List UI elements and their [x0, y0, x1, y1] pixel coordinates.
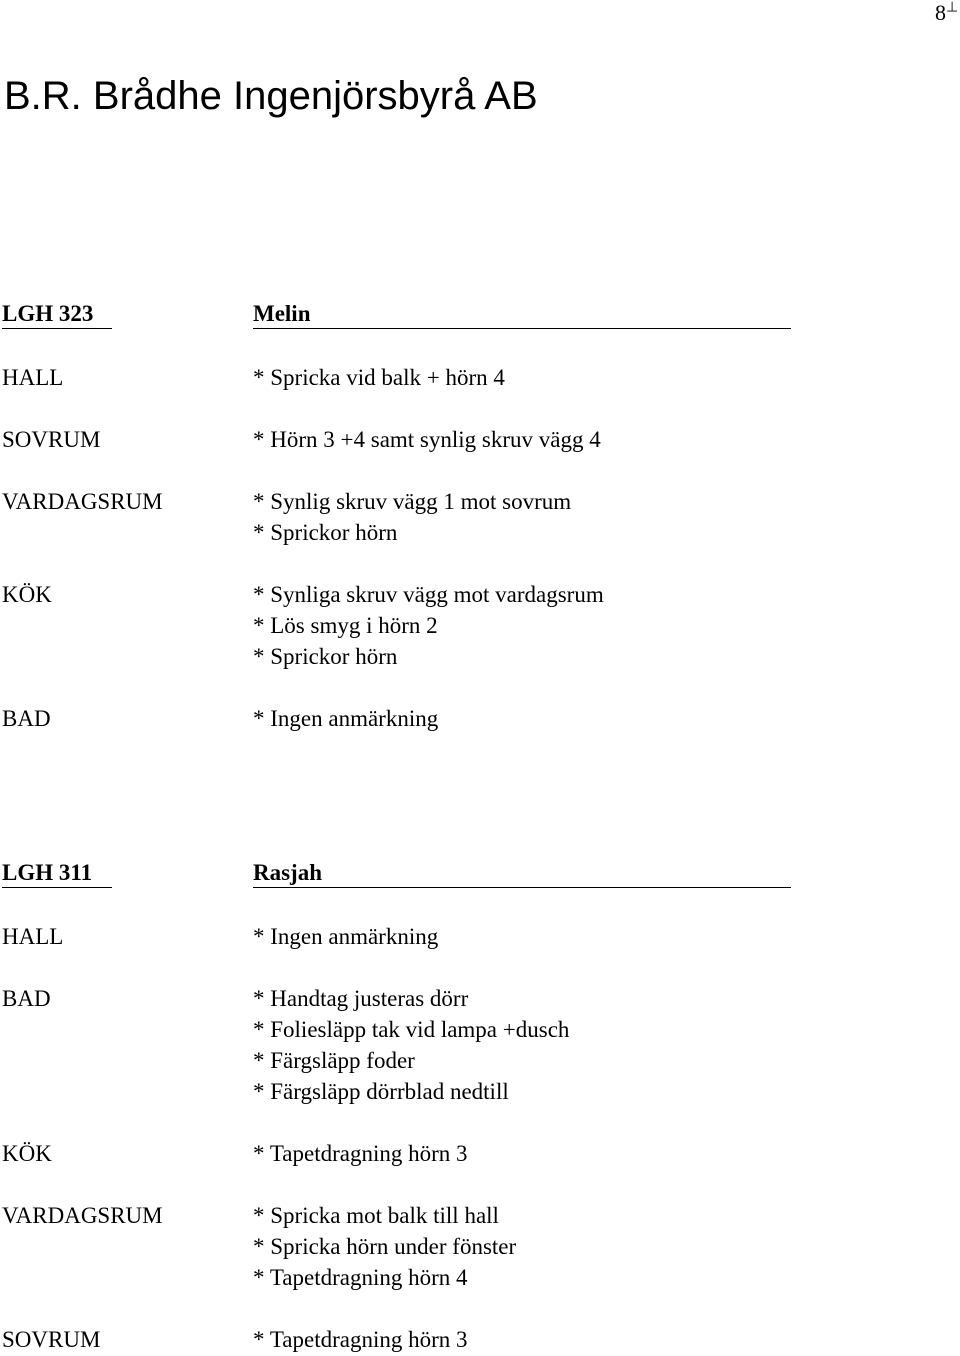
room-notes	[253, 1200, 853, 1293]
room-row	[0, 983, 960, 1107]
room-name: HALL	[2, 365, 64, 390]
room-name: SOVRUM	[2, 427, 101, 452]
page-number-value: 8	[935, 0, 946, 25]
room-notes	[253, 424, 853, 455]
room-name: KÖK	[2, 582, 52, 607]
room-note: * Ingen anmärkning	[253, 706, 439, 731]
room-name: HALL	[2, 924, 64, 949]
page-number	[935, 0, 958, 26]
section-header	[0, 859, 960, 890]
tenant-name: Rasjah	[253, 859, 791, 888]
room-note: * Hörn 3 +4 samt synlig skruv vägg 4	[253, 427, 601, 452]
room-note: * Sprickor hörn	[253, 644, 398, 669]
room-row	[0, 424, 960, 455]
room-row	[0, 921, 960, 952]
room-note: * Foliesläpp tak vid lampa +dusch	[253, 1017, 570, 1042]
room-row	[0, 486, 960, 548]
room-name: VARDAGSRUM	[2, 489, 163, 514]
room-row	[0, 703, 960, 734]
room-row	[0, 362, 960, 393]
room-notes	[253, 983, 853, 1107]
room-name: BAD	[2, 706, 51, 731]
room-notes	[253, 1138, 853, 1169]
section-header	[0, 300, 960, 331]
room-note: * Färgsläpp dörrblad nedtill	[253, 1079, 509, 1104]
room-note: * Spricka vid balk + hörn 4	[253, 365, 505, 390]
room-name: SOVRUM	[2, 1327, 101, 1352]
room-note: * Färgsläpp foder	[253, 1048, 415, 1073]
room-note: * Tapetdragning hörn 4	[253, 1265, 468, 1290]
tenant-name: Melin	[253, 300, 791, 329]
room-notes	[253, 703, 853, 734]
apartment-section	[0, 300, 960, 734]
room-note: * Tapetdragning hörn 3	[253, 1141, 468, 1166]
room-note: * Tapetdragning hörn 3	[253, 1327, 468, 1352]
room-note: * Synliga skruv vägg mot vardagsrum	[253, 582, 604, 607]
room-notes	[253, 1324, 853, 1355]
room-name: KÖK	[2, 1141, 52, 1166]
room-notes	[253, 362, 853, 393]
room-row	[0, 1138, 960, 1169]
room-row	[0, 1324, 960, 1355]
room-notes	[253, 579, 853, 672]
room-name: BAD	[2, 986, 51, 1011]
company-name: B.R. Brådhe Ingenjörsbyrå AB	[4, 74, 538, 118]
page-number-mark: ⊥	[946, 0, 959, 16]
room-notes	[253, 921, 853, 952]
room-note: * Lös smyg i hörn 2	[253, 613, 438, 638]
apartment-number: LGH 323	[2, 300, 112, 329]
apartment-number: LGH 311	[2, 859, 112, 888]
room-row	[0, 1200, 960, 1293]
room-note: * Spricka hörn under fönster	[253, 1234, 517, 1259]
room-note: * Spricka mot balk till hall	[253, 1203, 499, 1228]
room-name: VARDAGSRUM	[2, 1203, 163, 1228]
room-note: * Ingen anmärkning	[253, 924, 439, 949]
room-notes	[253, 486, 853, 548]
room-row	[0, 579, 960, 672]
room-note: * Synlig skruv vägg 1 mot sovrum	[253, 489, 572, 514]
room-note: * Sprickor hörn	[253, 520, 398, 545]
apartment-section	[0, 859, 960, 1355]
room-note: * Handtag justeras dörr	[253, 986, 469, 1011]
